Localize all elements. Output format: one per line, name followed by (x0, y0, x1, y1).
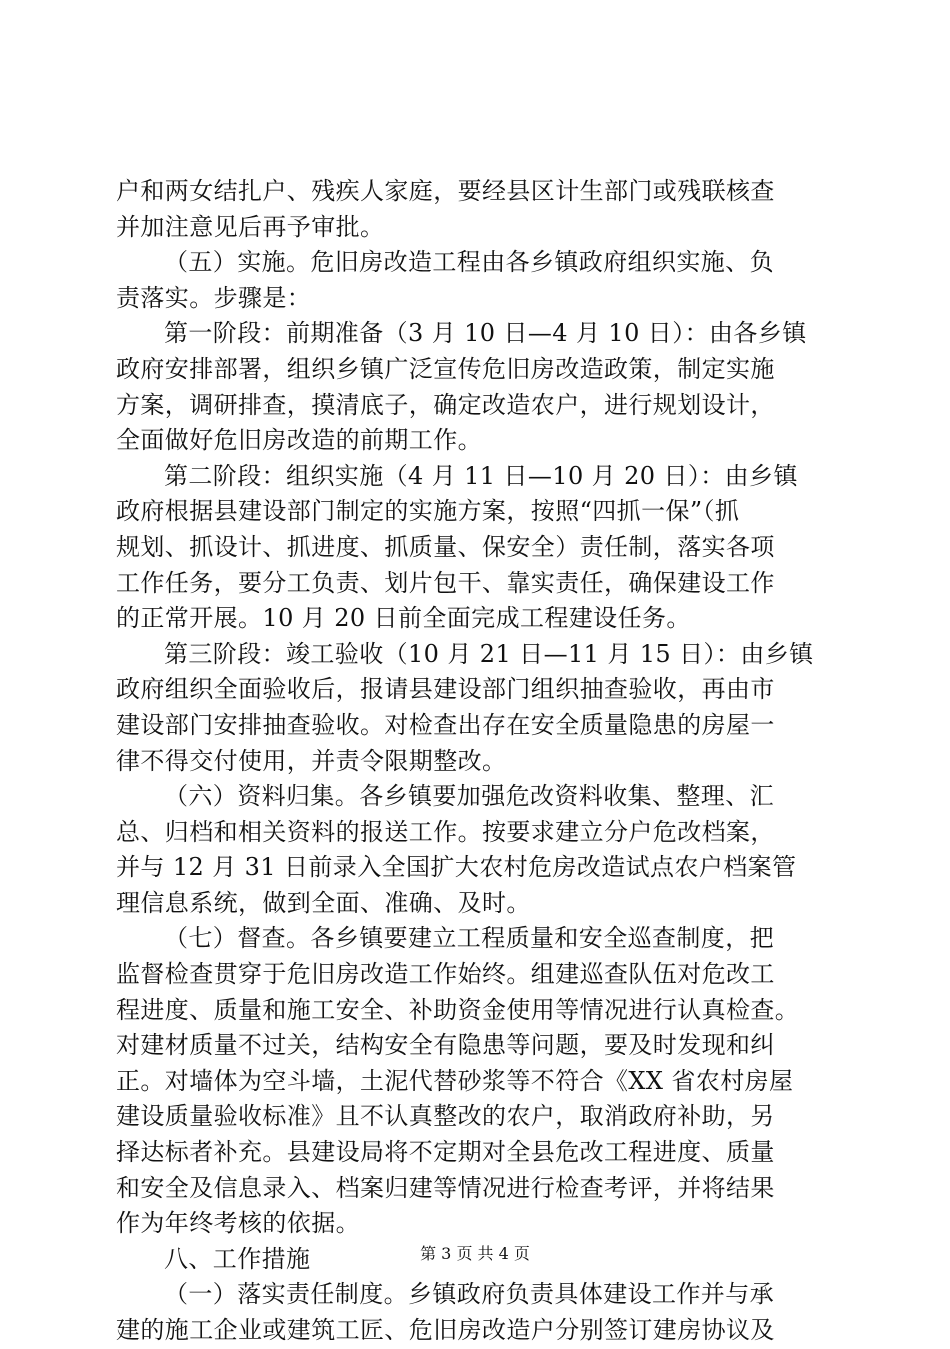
text-line: 第二阶段：组织实施（4 月 11 日—10 月 20 日）：由乡镇 (164, 461, 798, 490)
text-line: 作为年终考核的依据。 (116, 1209, 360, 1238)
text-line: 的正常开展。10 月 20 日前全面完成工程建设任务。 (116, 604, 691, 633)
text-line: 建设部门安排抽查验收。对检查出存在安全质量隐患的房屋一 (116, 710, 775, 739)
text-line: 户和两女结扎户、残疾人家庭，要经县区计生部门或残联核查 (116, 177, 775, 205)
text-line: 程进度、质量和施工安全、补助资金使用等情况进行认真检查。 (116, 995, 800, 1024)
text-line: 监督检查贯穿于危旧房改造工作始终。组建巡查队伍对危改工 (116, 960, 775, 989)
text-line: （七）督查。各乡镇要建立工程质量和安全巡查制度，把 (164, 924, 774, 953)
text-line: 政府组织全面验收后，报请县建设部门组织抽查验收，再由市 (116, 675, 775, 704)
text-line: 并加注意见后再予审批。 (116, 212, 385, 241)
page-number: 第 3 页 共 4 页 (420, 1244, 530, 1263)
text-line: （六）资料归集。各乡镇要加强危改资料收集、整理、汇 (164, 782, 774, 811)
text-line: 对建材质量不过关，结构安全有隐患等问题，要及时发现和纠 (116, 1031, 775, 1060)
text-line: 第一阶段：前期准备（3 月 10 日—4 月 10 日）：由各乡镇 (164, 319, 807, 348)
text-line: 和安全及信息录入、档案归建等情况进行检查考评，并将结果 (116, 1173, 775, 1202)
text-line: 方案，调研排查，摸清底子，确定改造农户，进行规划设计， (116, 390, 775, 419)
text-line: （五）实施。危旧房改造工程由各乡镇政府组织实施、负 (164, 248, 774, 277)
text-line: 理信息系统，做到全面、准确、及时。 (116, 888, 531, 917)
text-line: 建的施工企业或建筑工匠、危旧房改造户分别签订建房协议及 (116, 1316, 775, 1344)
text-line: 正。对墙体为空斗墙，土泥代替砂浆等不符合《XX 省农村房屋 (116, 1066, 794, 1095)
text-line: 并与 12 月 31 日前录入全国扩大农村危房改造试点农户档案管 (116, 853, 797, 882)
text-line: 工作任务，要分工负责、划片包干、靠实责任，确保建设工作 (116, 568, 775, 597)
text-line: 责落实。步骤是： (116, 283, 312, 312)
text-line: 规划、抓设计、抓进度、抓质量、保安全）责任制，落实各项 (116, 532, 775, 561)
text-line: 建设质量验收标准》且不认真整改的农户，取消政府补助，另 (116, 1102, 775, 1131)
text-line: 政府安排部署，组织乡镇广泛宣传危旧房改造政策，制定实施 (116, 354, 775, 383)
page-footer (0, 1243, 950, 1265)
text-line: （一）落实责任制度。乡镇政府负责具体建设工作并与承 (164, 1280, 774, 1309)
text-line: 择达标者补充。县建设局将不定期对全县危改工程进度、质量 (116, 1138, 775, 1167)
text-line: 第三阶段：竣工验收（10 月 21 日—11 月 15 日）：由乡镇 (164, 639, 814, 668)
text-line: 八、工作措施 (164, 1244, 311, 1273)
text-line: 全面做好危旧房改造的前期工作。 (116, 426, 482, 455)
document-body (116, 174, 842, 1349)
text-line: 政府根据县建设部门制定的实施方案，按照“四抓一保”（抓 (116, 497, 740, 526)
text-line: 总、归档和相关资料的报送工作。按要求建立分户危改档案， (116, 817, 775, 846)
text-line: 律不得交付使用，并责令限期整改。 (116, 746, 507, 775)
